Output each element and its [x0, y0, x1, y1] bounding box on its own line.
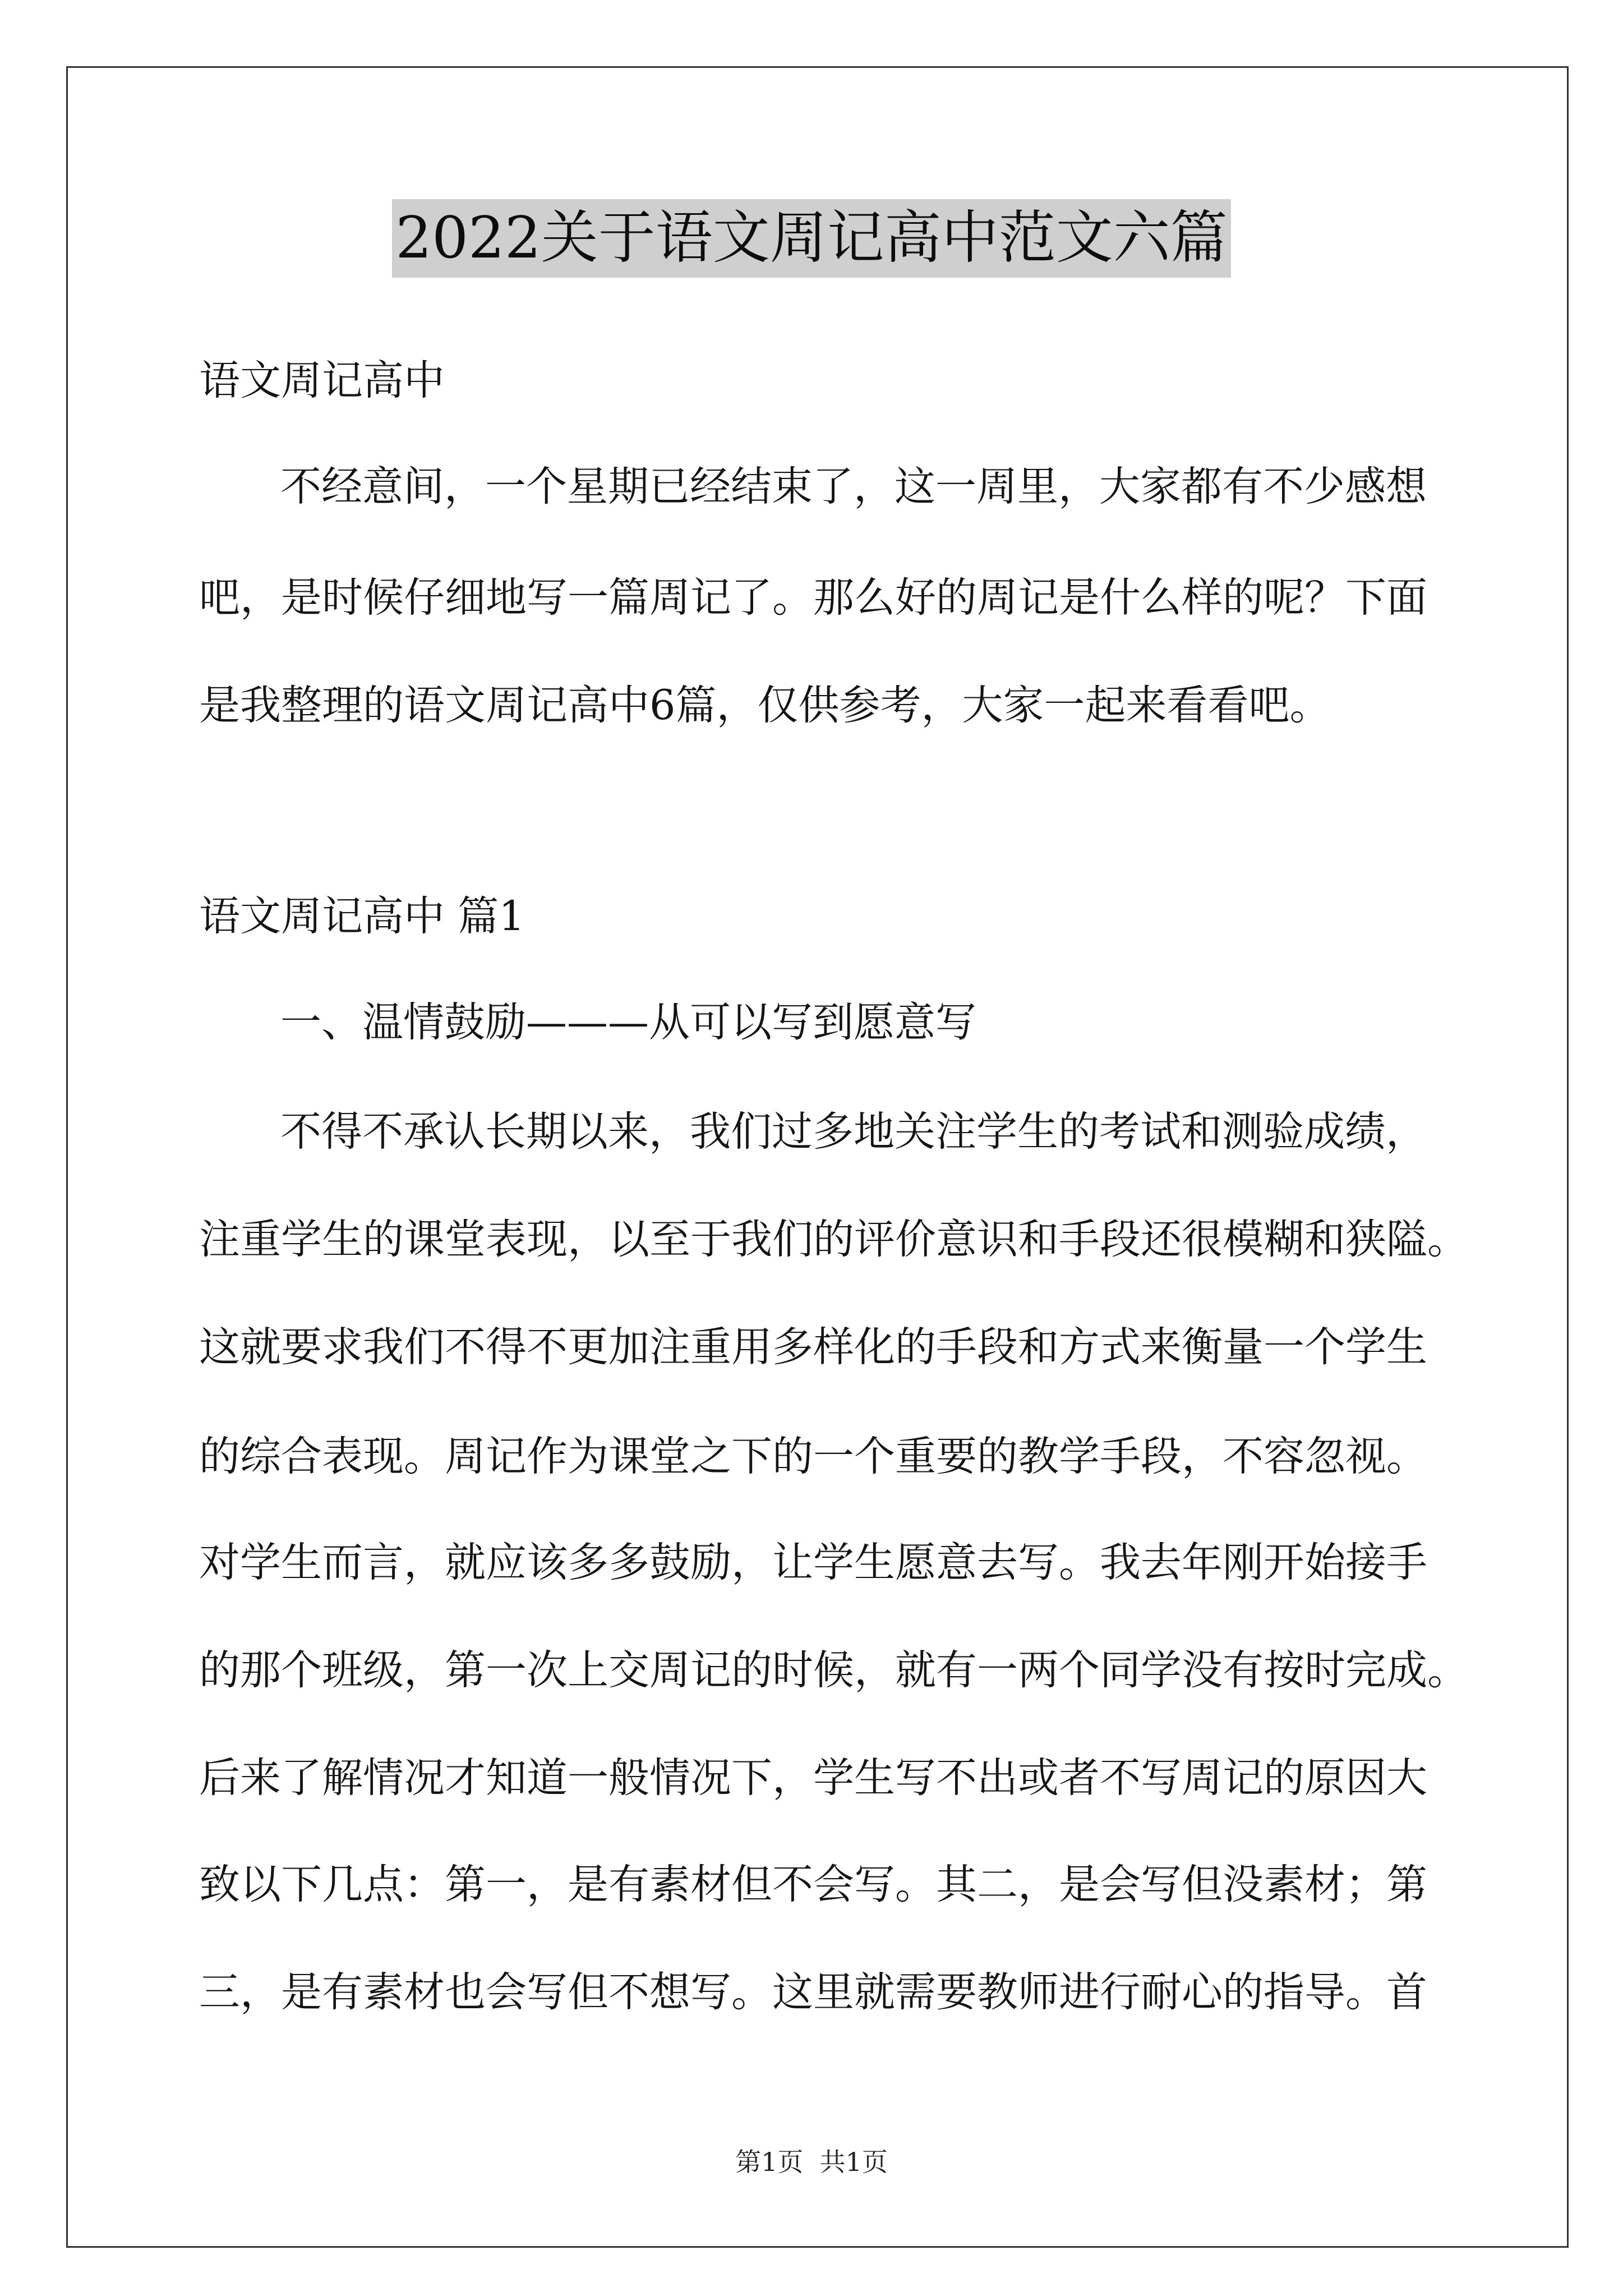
- intro-line: 不经意间，一个星期已经结束了，这一周里，大家都有不少感想: [280, 463, 1427, 510]
- intro-line: 吧，是时候仔细地写一篇周记了。那么好的周记是什么样的呢？下面: [199, 574, 1427, 622]
- intro-heading: 语文周记高中: [199, 357, 445, 404]
- body-line: 的综合表现。周记作为课堂之下的一个重要的教学手段，不容忽视。: [199, 1433, 1427, 1480]
- title-container: [0, 199, 1623, 278]
- body-line: 后来了解情况才知道一般情况下，学生写不出或者不写周记的原因大: [199, 1754, 1427, 1802]
- document-title: 2022关于语文周记高中范文六篇: [392, 199, 1231, 278]
- section-heading: 语文周记高中 篇1: [199, 892, 525, 940]
- subsection-heading: 一、温情鼓励———从可以写到愿意写: [280, 999, 976, 1046]
- body-line: 注重学生的课堂表现，以至于我们的评价意识和手段还很模糊和狭隘。: [199, 1216, 1468, 1263]
- body-line: 这就要求我们不得不更加注重用多样化的手段和方式来衡量一个学生: [199, 1323, 1427, 1371]
- intro-line: 是我整理的语文周记高中6篇，仅供参考，大家一起来看看吧。: [199, 682, 1331, 729]
- body-line: 三，是有素材也会写但不想写。这里就需要教师进行耐心的指导。首: [199, 1968, 1427, 2016]
- body-line: 对学生而言，就应该多多鼓励，让学生愿意去写。我去年刚开始接手: [199, 1539, 1427, 1586]
- page-number-footer: 第1页 共1页: [735, 2147, 888, 2177]
- body-line: 不得不承认长期以来，我们过多地关注学生的考试和测验成绩，: [280, 1108, 1427, 1156]
- body-line: 致以下几点：第一，是有素材但不会写。其二，是会写但没素材；第: [199, 1861, 1427, 1908]
- body-line: 的那个班级，第一次上交周记的时候，就有一两个同学没有按时完成。: [199, 1646, 1468, 1694]
